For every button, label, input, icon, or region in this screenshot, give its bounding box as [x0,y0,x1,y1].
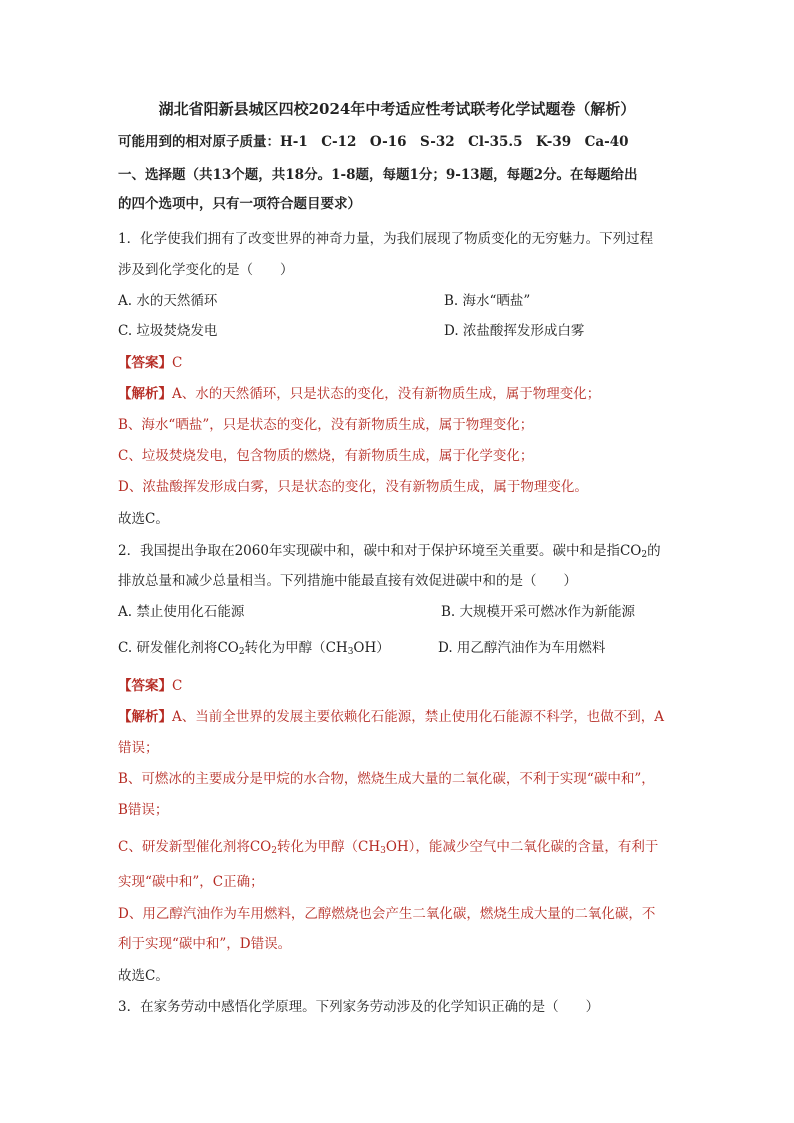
answer-label: 【答案】 [118,678,172,694]
q2-explanation-b-line2: B错误； [118,802,169,818]
q2-option-b: B. 大规模开采可燃冰作为新能源 [441,604,636,620]
q2-explanation-a-line1: 【解析】A、当前全世界的发展主要依赖化石能源，禁止使用化石能源不科学，也做不到，A [118,709,664,725]
q2-answer-value: C [172,678,183,694]
page-title: 湖北省阳新县城区四校2024年中考适应性考试联考化学试题卷（解析） [158,100,636,118]
q1-option-b: B. 海水“晒盐” [444,293,531,309]
q1-conclusion: 故选C。 [118,511,169,527]
q2-explanation-d-line1: D、用乙醇汽油作为车用燃料，乙醇燃烧也会产生二氧化碳，燃烧生成大量的二氧化碳，不 [118,906,656,922]
q2-answer [118,677,182,695]
q2-explanation-c-line2: 实现“碳中和”，C正确； [118,874,264,890]
q1-option-c: C. 垃圾焚烧发电 [118,323,218,339]
q1-option-d: D. 浓盐酸挥发形成白雾 [444,323,585,339]
q1-stem-line1: 1．化学使我们拥有了改变世界的神奇力量，为我们展现了物质变化的无穷魅力。下列过程 [118,231,654,247]
section-heading-line1: 一、选择题（共13个题，共18分。1-8题，每题1分；9-13题，每题2分。在每题给出 [118,167,638,183]
q2-stem-line2: 排放总量和减少总量相当。下列措施中能最直接有效促进碳中和的是（ ） [118,573,577,589]
q2-conclusion: 故选C。 [118,968,169,984]
q1-explanation-d: D、浓盐酸挥发形成白雾，只是状态的变化，没有新物质生成，属于物理变化。 [118,479,588,495]
section-heading-line2: 的四个选项中，只有一项符合题目要求） [118,196,361,212]
q2-explanation-d-line2: 利于实现“碳中和”，D错误。 [118,936,292,952]
answer-label: 【答案】 [118,355,172,371]
q1-stem-line2: 涉及到化学变化的是（ ） [118,262,294,278]
q1-option-a: A. 水的天然循环 [118,293,218,309]
q2-explanation-a-line2: 错误； [118,740,159,756]
atomic-masses: 可能用到的相对原子质量：H-1 C-12 O-16 S-32 Cl-35.5 K-39 Ca-40 [118,134,629,150]
q1-explanation-c: C、垃圾焚烧发电，包含物质的燃烧，有新物质生成，属于化学变化； [118,448,534,464]
q2-explanation-c-line1: C、研发新型催化剂将$CO_2$转化为甲醇$(CH_3OH)$，能减少空气中二氧化碳的含量，有利于 [118,839,659,856]
q1-explanation-b: B、海水“晒盐”，只是状态的变化，没有新物质生成，属于物理变化； [118,417,534,433]
explanation-label: 【解析】 [118,709,172,725]
q2-option-d: D. 用乙醇汽油作为车用燃料 [438,640,606,656]
explanation-label: 【解析】 [118,386,172,402]
q2-stem-line1: 2．我国提出争取在2060年实现碳中和，碳中和对于保护环境至关重要。碳中和是指$CO_2$的 [118,543,661,560]
q1-explanation-a: 【解析】A、水的天然循环，只是状态的变化，没有新物质生成，属于物理变化； [118,386,601,402]
q1-answer [118,354,182,372]
q2-explanation-b-line1: B、可燃冰的主要成分是甲烷的水合物，燃烧生成大量的二氧化碳，不利于实现“碳中和”， [118,771,655,787]
q2-option-a: A. 禁止使用化石能源 [118,604,245,620]
q2-option-c: C. 研发催化剂将$CO_2$转化为甲醇$(CH_3OH)$ [118,640,390,657]
q1-answer-value: C [172,355,183,371]
q3-stem: 3．在家务劳动中感悟化学原理。下列家务劳动涉及的化学知识正确的是（ ） [118,999,600,1015]
